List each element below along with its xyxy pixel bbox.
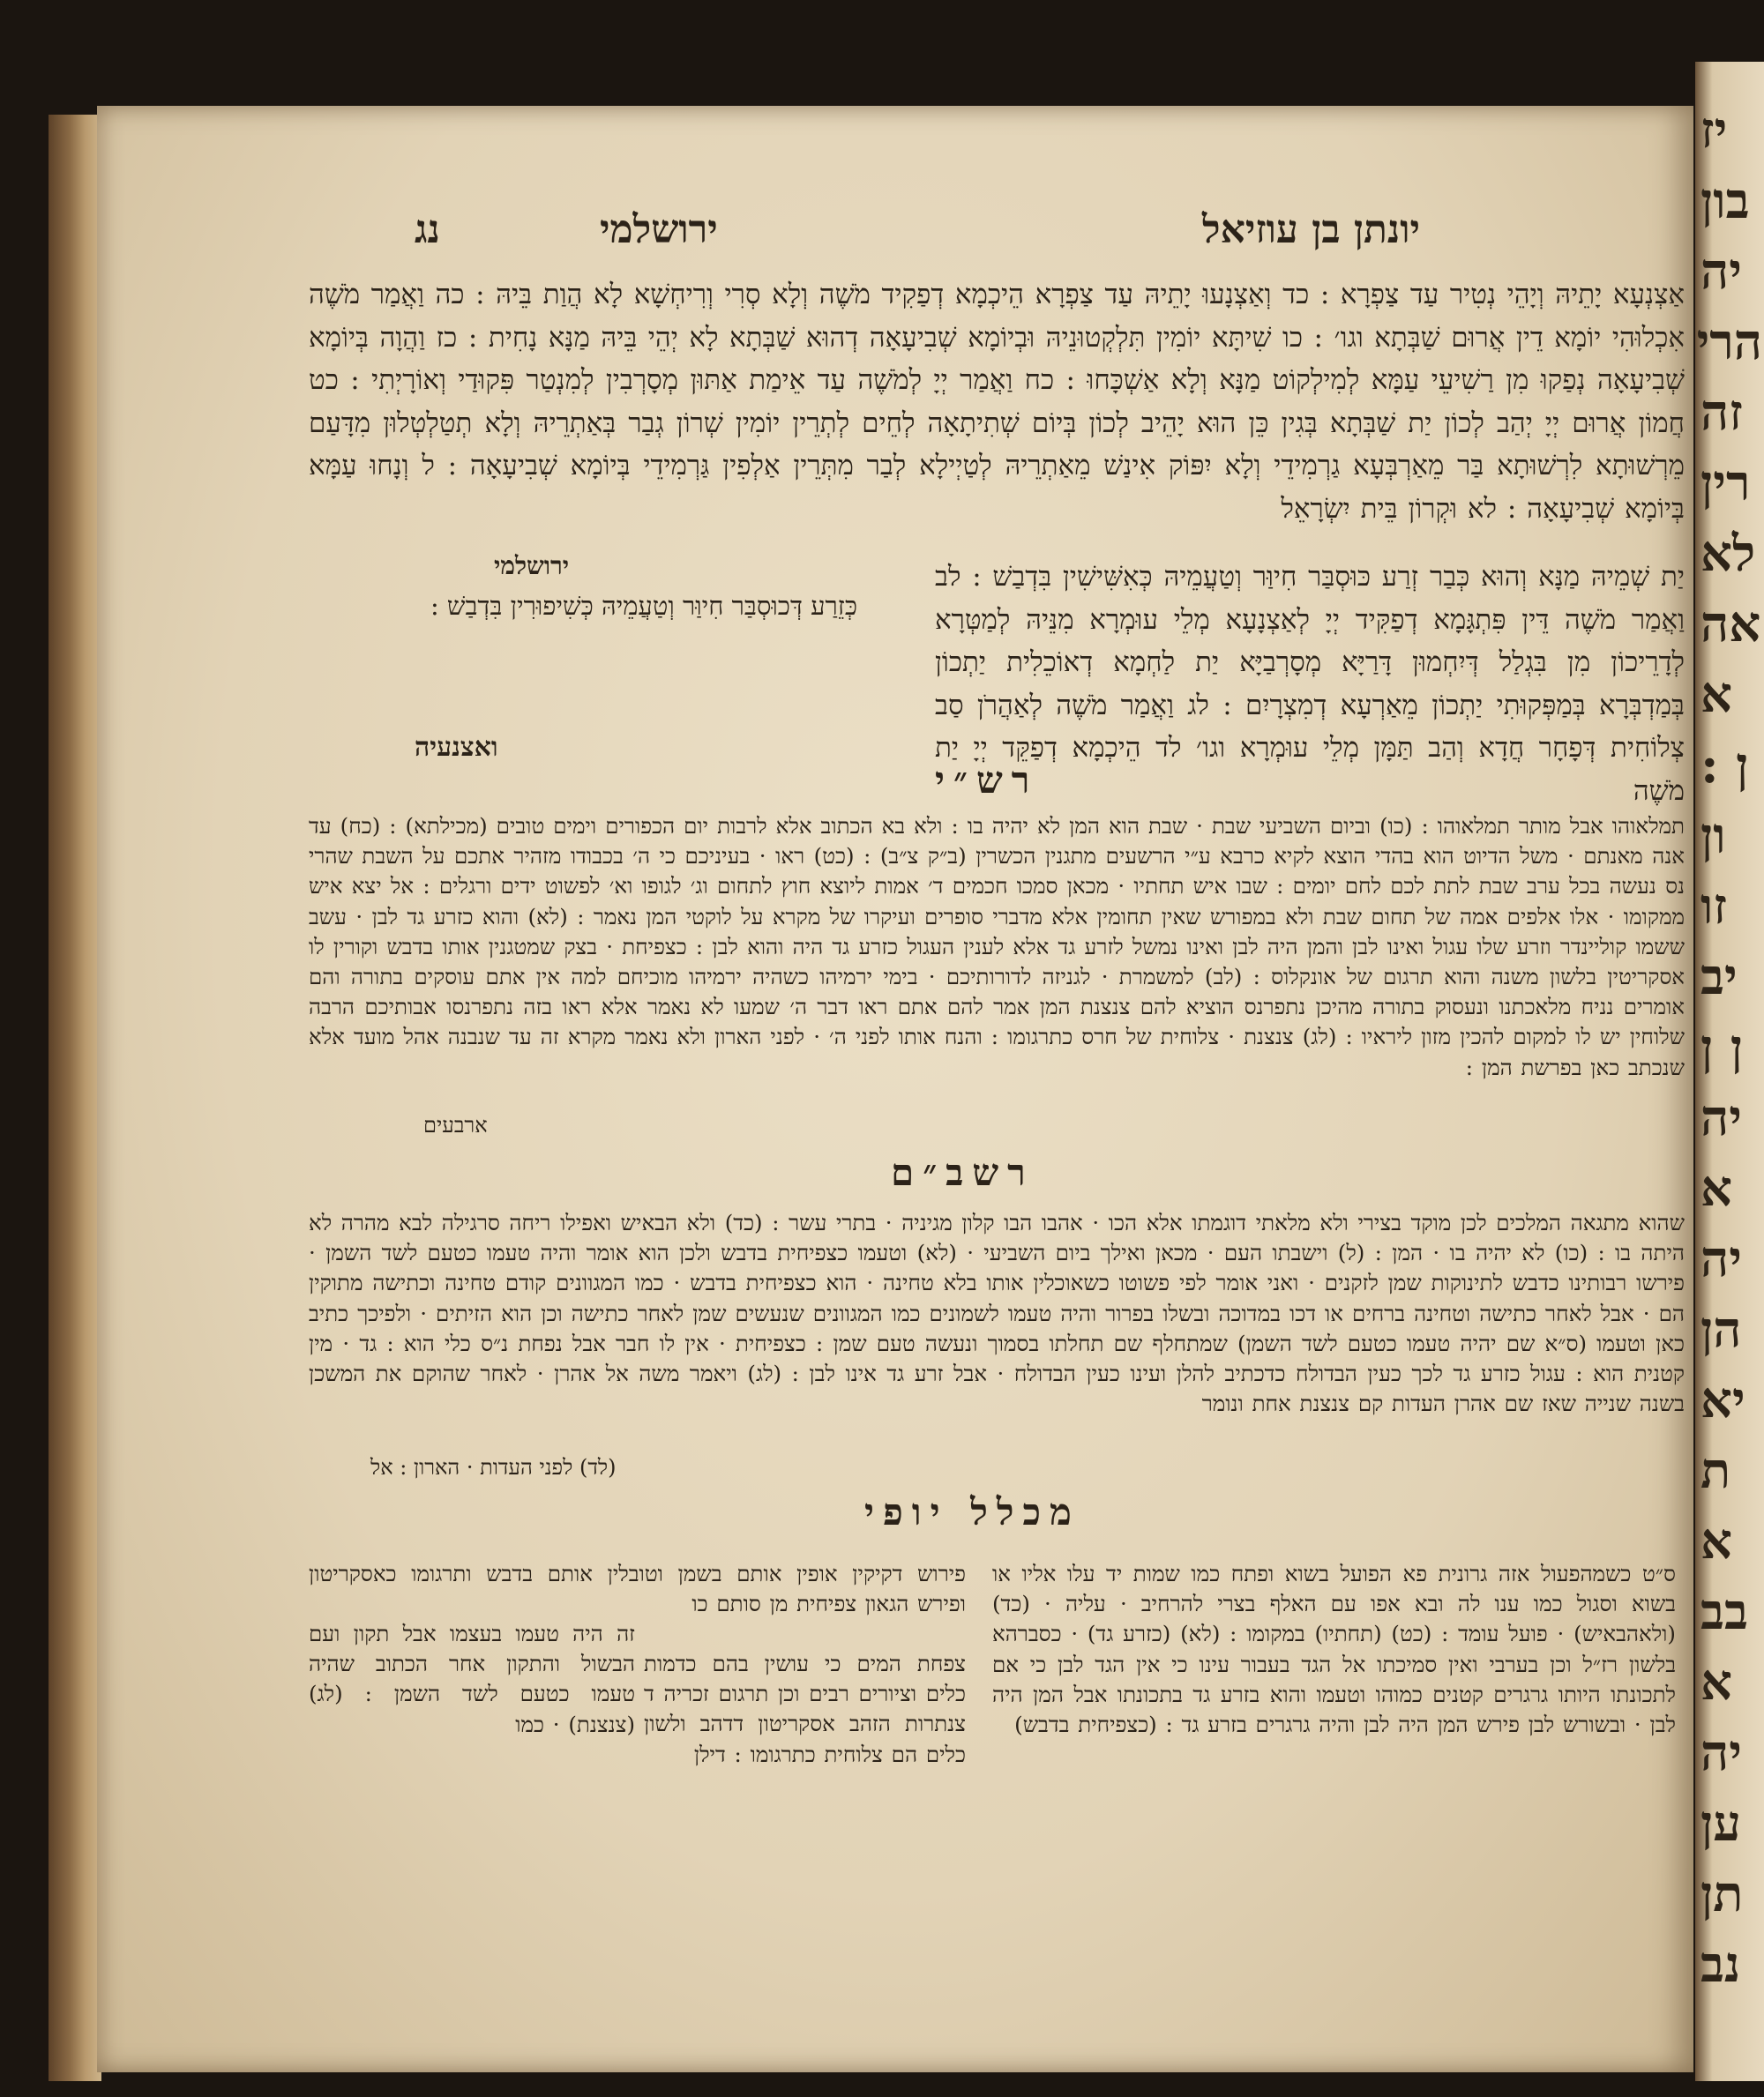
yofi-right-column: ס״ט כשמהפעול אזה גרונית פא הפועל בשוא ופתח כמו שמות יד עלו אליו או בשוא וסגול כמו ענו לה ובא אפו עם האלף בצרי להרחיב · עליה · (כד) (ולאהבאיש) · פועל עומד : (כט) (תחתיו) במקומו : (לא) (כזרע גד) · כסברהא בלשון רז״ל וכן בערבי ואין סמיכתו אל הגד בעבור עינו כי אין הגד לבן כי אם לתכונתו היותו גרגרים קטנים כמוהו וטעמו והוא בזרע גד בתכונתו אבל המן היה לבן · ובשורש לבן פירש המן היה לבן והיה גרגרים בזרע גד : (כצפיחית בדבש): [992, 1561, 1677, 1738]
facing-page-glyph: זה: [1700, 384, 1743, 442]
rashbam-text: שהוא מתגאה המלכים לכן מוקד בצירי ולא מלאתי דוגמתו אלא הכו · אהבו הבו קלון מגיניה · בתרי עשר : (כד) ולא הבאיש ואפילו ריחה סרגילה לבא מהרה לא היתה בו : (כו) לא יהיה בו · המן : (ל) וישבתו העם · מכאן ואילך ביום השביעי · (לא) וטעמו כצפיחית בדבש ולכן הוא אומר והיה טעמו כטעם לשד השמן · פירשו רבותינו כדבש לתינוקות שמן לזקנים · ואני אומר לפי פשוטו כשאוכלין אותו בלא טחינה · הוא כצפיחית בדבש · כמו המגוונים קודם טחינה וכתישה מתוקין הם · אבל לאחר כתישה וטחינה ברחים או דכו במדוכה ובשלו בפרור והיה טעמו לשמונים כמו המגוונים שנעשים שמן לאחר כתישה וכן הוא הזיתים · ולפיכך כתיב כאן וטעמו (ס״א שם יהיה טעמו כטעם לשד השמן) שמתחלף שם תחלתו בסמוך ונעשה טעם שמן : כצפיחית · אין לו חבר אבל נפחת נ״ס כלי הוא : גד · מין קטנית הוא : עגול כזרע גד לכך כעין הבדולח כדכתיב להלן ועינו כעין הבדולח · אבל זרע גד אינו לבן : (לג) ויאמר משה אל אהרן · לאחר שהוקם את המשכן בשנה שנייה שאז שם אהרן העדות קם צנצנת אחת ונומר: [309, 1210, 1685, 1417]
facing-page-glyph: ן ן: [1700, 1019, 1744, 1077]
jerusalmi-text: כְּזֵרַע דְּכוּסְבַּר חִיוַּר וְטַעֲמֵיהּ כְּשִׁיפוּרִין בִּדְבַשׁ :: [430, 591, 858, 621]
rashbam-tail: (לד) לפני העדות · הארון : אל: [370, 1455, 617, 1480]
facing-page-edge: [1695, 62, 1764, 2081]
facing-page-glyph: ת: [1700, 1442, 1731, 1500]
facing-page-glyph: אה: [1700, 595, 1761, 653]
facing-page-glyph: יה: [1700, 243, 1742, 301]
facing-page-glyph: יה: [1700, 1724, 1742, 1782]
rashi-text: תמלאוהו אבל מותר תמלאוהו : (כו) וביום השביעי שבת · שבת הוא המן לא יהיה בו : ולא בא הכתוב אלא לרבות יום הכפורים וימים טובים (מכילתא) : (כח) עד אנה מאנתם · משל הדיוט הוא בהדי הוצא לקיא כרבא ע״י הרשעים מתגנין הכשרין (ב״ק צ״ב) : (כט) ראו · בעיניכם כי ה׳ בכבודו מזהיר אתכם על השבת שהרי נס נעשה בכל ערב שבת לתת לכם לחם יומים : שבו איש תחתיו · מכאן סמכו חכמים ד׳ אמות ליוצא חוץ לתחום וג׳ לגופו וא׳ לפשוט ידים ורגלים : אל יצא איש ממקומו · אלו אלפים אמה של תחום שבת ולא במפורש שאין תחומין אלא מדברי סופרים ועיקרו של מקרא על לוקטי המן נאמר : (לא) והוא כזרע גד לבן · עשב ששמו קוליינדר וזרע שלו עגול ואינו לבן והמן היה לבן ואינו נמשל לזרע גד אלא לענין העגול כזרע גד היה והוא לבן : כצפיחת · בצק שמטגנין אותו בדבש וקורין לו אסקריטין בלשון משנה והוא תרגום של אונקלוס : (לב) למשמרת · לגניזה לדורותיכם · בימי ירמיהו כשהיה ירמיהו מוכיחם למה אין אתם עוסקים בתורה והם אומרים נניח מלאכתנו ונעסוק בתורה מהיכן נתפרנס הוציא להם צנצנת המן אמר להם אתם ראו דבר ה׳ שמעו לא נאמר אלא ראו בזה נתפרנסו אבותיכם הרבה שלוחין יש לו למקום להכין מזון ליראיו : (לג) צנצנת · צלוחית של חרס כתרגומו : והנח אותו לפני ה׳ · לפני הארון ולא נאמר מקרא זה עד שנבנה אהל מועד אלא שנכתב כאן בפרשת המן :: [309, 813, 1685, 1080]
yofi-left-column-top: פירוש דקיקין אופין אותם בשמן וטובלין אותם בדבש ותרגומו כאסקריטון ופירש הגאון צפיחית מן סותם כו: [309, 1561, 966, 1617]
facing-page-glyph: א: [1700, 666, 1732, 724]
running-header: [415, 207, 1420, 269]
facing-page-glyph: יב: [1700, 948, 1738, 1006]
yofi-left-inner-column: זה היה טעמו בעצמו אבל תקון ועם הבשול והתקון אחר הכתוב שהיה טעמו כטעם לשד השמן : (לג) (צנצנת) · כמו: [309, 1621, 635, 1737]
facing-page-glyph: יז: [1700, 101, 1728, 160]
facing-page-glyph: נב: [1700, 1936, 1741, 1994]
rashi-title: רש״י: [935, 758, 1039, 802]
page-number: נג: [415, 207, 440, 252]
facing-page-glyph: זו: [1700, 877, 1727, 936]
facing-page-glyph: בב: [1700, 1583, 1748, 1641]
facing-page-glyph: הן: [1700, 1301, 1742, 1359]
facing-page-glyph: רין: [1700, 454, 1751, 512]
facing-page-glyph: א: [1700, 1160, 1732, 1218]
yofi-left-inner-column-2: צפחת המים כי עושין בהם כדמות כלים וציורים רבים וכן תרגום זכריה ד צנתרות הזהב אסקריטון דדהב ולשון כלים הם צלוחית כתרגומו : דילן: [644, 1651, 966, 1767]
facing-page-glyph: הרי: [1696, 313, 1762, 371]
facing-page-glyph: תן: [1700, 1865, 1744, 1923]
header-jerusalmi: ירושלמי: [600, 207, 718, 252]
jerusalmi-title: ירושלמי: [494, 551, 570, 580]
facing-page-glyph: ן :: [1700, 736, 1749, 795]
facing-page-glyph: יה: [1700, 1230, 1742, 1288]
facing-page-glyph: בון: [1700, 172, 1750, 230]
targum-text: אַצְנְעָא יָתֵיהּ וְיָהֵי נְטִיר עַד צַפְרָא : כד וְאַצְנָעוּ יָתֵיהּ עַד צַפְרָא הֵיכְמָא דְפַקִיד מֹשֶׁה וְלָא סְרִי וְרִיחְשָׁא לָא הֲוַת בֵּיהּ : כה וַאֲמַר מֹשֶׁה אִכְלוּהִי יוֹמָא דֵין אֲרוּם שַׁבְּתָא וגו׳ : כו שִׁיתָּא יוֹמִין תִּלְקְטוּנֵיהּ וּבְיוֹמָא שְׁבִיעָאָה דְהוּא שַׁבְּתָא לָא יְהֵי בֵּיהּ מַנָּא נָחִית : כז וַהֲוָה בְּיוֹמָא שְׁבִיעָאָה נְפַקוּ מִן רַשִׁיעֵי עַמָּא לְמִילְקוֹט מַנָּא וְלָא אַשְׁכָּחוּ : כח וַאֲמַר יְיָ לְמֹשֶׁה עַד אֵימַת אַתּוּן מְסָרְבִין לְמִנְטַר פִּקוּדַי וְאוֹרָיְתִי : כט חֲמוֹן אֲרוּם יְיָ יְהַב לְכוֹן יַת שַׁבְּתָא בְּגִין כֵּן הוּא יָהֵיב לְכוֹן בְּיוֹם שְׁתִיתָאָה לְחֵים לְתְרֵין יוֹמִין שְׁרוֹן גְבַר בְּאַתְרֵיהּ וְלָא תְטַלְטְלוּן מִדָּעַם מֵרְשׁוּתָא לִרְשׁוּתָא בַּר מֵאַרְבְּעָא גַרְמִידֵי וְלָא יִפּוֹק אִינַשׁ מֵאַתְרֵיהּ לְטַיְילָא לְבַר מִתְּרֵין אַלְפִין גַּרְמִידֵי בְּיוֹמָא שְׁבִיעָאָה : ל וְנָחוּ עַמָּא בְּיוֹמָא שְׁבִיעָאָה : לא וּקְרוֹן בֵּית יִשְׂרָאֵל: [309, 279, 1685, 525]
facing-page-glyph: ען: [1700, 1795, 1741, 1853]
rashi-catchword: ארבעים: [423, 1113, 488, 1138]
facing-page-glyph: ון: [1700, 807, 1726, 865]
targum-continued: יַת שְׁמֵיהּ מַנָּא וְהוּא כְּבַר זְרַע כּוּסְבַּר חִיוַּר וְטַעֲמֵיהּ כְּאִשִּׁישִׁין בִּדְבַשׁ : לב וַאֲמַר מֹשֶׁה דֵּין פִּתְגָּמָא דְפַקִּיד יְיָ לְאַצְנָעָא מְלֵי עוּמְרָא מִנֵּיהּ לְמַטְּרָא לְדָרֵיכוֹן מִן בִּגְלַל דְּיִחְמוּן דָּרַיָּא מְסָרְבַיָּא יַת לַחְמָא דְאוֹכֵלִית יַתְכוֹן בְּמַדְבְּרָא בְּמַפְּקוּתִי יַתְכוֹן מֵאַרְעָא דְמִצְרָיִם : לג וַאֲמַר מֹשֶׁה לְאַהֲרֹן סַב צְלוֹחִית דְּפָחָר חֲדָא וְהַב תַּמָּן מְלֵי עוּמְרָא וגו׳ לד הֵיכְמָא דְפַקֵּד יְיָ יַת מֹשֶׁה: [935, 561, 1685, 807]
header-yonatan: יונתן בן עוזיאל: [1201, 207, 1420, 252]
facing-page-glyph: יא: [1700, 1371, 1745, 1429]
yofi-title: מכלל יופי: [864, 1490, 1080, 1534]
facing-page-glyph: א: [1700, 1512, 1732, 1571]
facing-page-glyph: לא: [1700, 525, 1756, 583]
rashbam-title: רשב״ם: [891, 1151, 1035, 1194]
book-edge: [49, 115, 101, 2081]
facing-page-glyph: יה: [1700, 1089, 1742, 1147]
facing-page-glyph: א: [1700, 1653, 1732, 1712]
targum-catchword: ואצנעיה: [415, 732, 498, 763]
